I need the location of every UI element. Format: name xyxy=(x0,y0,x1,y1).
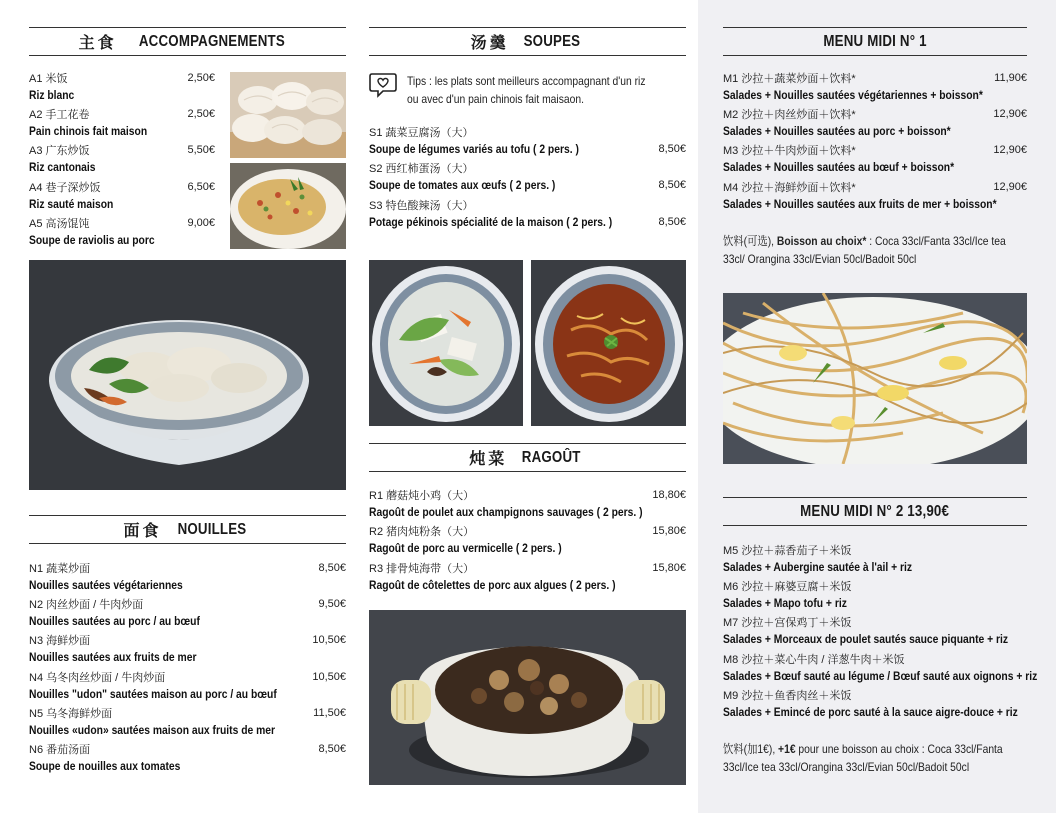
menu1-drink-note xyxy=(723,232,1028,268)
menu-item-m3 xyxy=(723,142,1027,176)
item-name: Riz sauté maison xyxy=(29,197,114,211)
accompagnements-zh-title: 主食 xyxy=(78,33,117,52)
note-bold: Boisson au choix* xyxy=(776,234,867,248)
item-code: N2 肉丝炒面 / 牛肉炒面 xyxy=(29,599,144,611)
item-name: Nouilles «udon» sautées maison aux fruits de mer xyxy=(29,723,276,737)
menu-item-r1 xyxy=(369,487,686,521)
item-name: Salades + Nouilles sautées aux fruits de mer + boisson* xyxy=(723,197,997,211)
tips-box xyxy=(369,72,686,108)
item-price: 8,50€ xyxy=(658,216,686,228)
menu-item-m9 xyxy=(723,687,1027,721)
item-name: Nouilles sautées au porc / au bœuf xyxy=(29,614,200,628)
item-name: Ragoût de poulet aux champignons sauvages ( 2 pers. ) xyxy=(369,505,643,519)
item-name: Nouilles sautées aux fruits de mer xyxy=(29,650,197,664)
ragout-photo xyxy=(369,610,686,785)
menu-item-n3 xyxy=(29,632,346,666)
note-zh-prefix: 饮料(可选), xyxy=(723,234,777,248)
item-code: N4 乌冬肉丝炒面 / 牛肉炒面 xyxy=(29,672,166,684)
heart-speech-bubble-icon xyxy=(369,72,397,98)
item-code: N5 乌冬海鲜炒面 xyxy=(29,708,113,720)
menu-item-s2 xyxy=(369,160,686,194)
item-code: S3 特色酸辣汤（大） xyxy=(369,200,474,212)
hot-sour-soup-photo xyxy=(531,260,686,426)
menu-item-m1 xyxy=(723,70,1027,104)
item-code: M2 沙拉＋肉丝炒面＋饮料* xyxy=(723,109,856,121)
item-code: S1 蔬菜豆腐汤（大） xyxy=(369,127,474,139)
item-code: R1 蘑菇炖小鸡（大） xyxy=(369,490,475,502)
item-price: 8,50€ xyxy=(318,743,346,755)
menu-item-a3 xyxy=(29,142,215,176)
item-code: A3 广东炒饭 xyxy=(29,145,90,157)
note-rest: : Coca 33cl/Fanta 33cl/Ice tea 33cl/ Orangina 33cl/Evian 50cl/Badoit 50cl xyxy=(723,234,1006,266)
item-name: Salades + Aubergine sautée à l'ail + riz xyxy=(723,560,913,574)
menu-item-a5 xyxy=(29,215,215,249)
menu-item-n1 xyxy=(29,560,346,594)
menu-item-m6 xyxy=(723,578,1027,612)
menu2-drink-note xyxy=(723,740,1028,776)
fried-noodles-photo xyxy=(723,293,1027,464)
item-price: 2,50€ xyxy=(187,108,215,120)
fried-rice-photo xyxy=(230,163,346,249)
menu-item-n2 xyxy=(29,596,346,630)
item-name: Soupe de légumes variés au tofu ( 2 pers. ) xyxy=(369,142,579,156)
item-price: 9,00€ xyxy=(187,217,215,229)
item-name: Riz blanc xyxy=(29,88,75,102)
steamed-buns-photo xyxy=(230,72,346,158)
item-price: 8,50€ xyxy=(658,143,686,155)
item-price: 11,50€ xyxy=(313,707,346,719)
item-name: Nouilles "udon" sautées maison au porc / au bœuf xyxy=(29,687,277,701)
menu-item-s1 xyxy=(369,124,686,158)
note-zh-prefix: 饮料(加1€), xyxy=(723,742,779,756)
soupes-title: SOUPES xyxy=(523,32,580,50)
item-name: Salades + Morceaux de poulet sautés sauce piquante + riz xyxy=(723,632,1009,646)
item-name: Soupe de raviolis au porc xyxy=(29,233,155,247)
item-name: Nouilles sautées végétariennes xyxy=(29,578,183,592)
item-price: 12,90€ xyxy=(993,144,1027,156)
ragout-zh-title: 炖菜 xyxy=(469,449,508,468)
item-name: Salades + Nouilles sautées végétariennes + boisson* xyxy=(723,88,983,102)
item-code: A1 米饭 xyxy=(29,73,68,85)
item-code: M8 沙拉＋菜心牛肉 / 洋葱牛肉＋米饭 xyxy=(723,654,905,666)
menu2-header xyxy=(723,497,1027,526)
item-code: A4 巷子深炒饭 xyxy=(29,182,101,194)
note-rest: pour une boisson au choix : Coca 33cl/Fanta 33cl/Ice tea 33cl/Orangina 33cl/Evian 50cl/Badoit 50cl xyxy=(723,742,1003,774)
tips-text: Tips : les plats sont meilleurs accompagnant d'un riz ou avec d'un pain chinois fait maisaon. xyxy=(407,74,646,106)
nouilles-title: NOUILLES xyxy=(177,520,246,538)
item-price: 12,90€ xyxy=(993,108,1027,120)
menu-item-m4 xyxy=(723,179,1027,213)
item-price: 9,50€ xyxy=(318,598,346,610)
item-code: N3 海鲜炒面 xyxy=(29,635,91,647)
menu-item-s3 xyxy=(369,197,686,231)
item-code: A2 手工花卷 xyxy=(29,109,90,121)
menu-item-r3 xyxy=(369,560,686,594)
item-code: A5 高汤馄饨 xyxy=(29,218,90,230)
item-price: 15,80€ xyxy=(652,562,686,574)
menu-item-m5 xyxy=(723,542,1027,576)
item-name: Salades + Bœuf sauté au légume / Bœuf sauté aux oignons + riz xyxy=(723,669,1038,683)
menu1-header xyxy=(723,27,1027,56)
item-name: Potage pékinois spécialité de la maison ( 2 pers. ) xyxy=(369,215,613,229)
accompagnements-title: ACCOMPAGNEMENTS xyxy=(138,32,285,50)
menu-item-a4 xyxy=(29,179,215,213)
item-price: 2,50€ xyxy=(187,72,215,84)
tofu-soup-photo xyxy=(369,260,523,426)
item-name: Pain chinois fait maison xyxy=(29,124,148,138)
item-price: 5,50€ xyxy=(187,144,215,156)
item-name: Salades + Mapo tofu + riz xyxy=(723,596,847,610)
menu-item-n6 xyxy=(29,741,346,775)
menu2-title: MENU MIDI N° 2 13,90€ xyxy=(800,502,950,520)
menu-item-m2 xyxy=(723,106,1027,140)
item-name: Salades + Nouilles sautées au bœuf + boisson* xyxy=(723,160,955,174)
item-code: R3 排骨炖海带（大） xyxy=(369,563,475,575)
item-name: Ragoût de côtelettes de porc aux algues ( 2 pers. ) xyxy=(369,578,616,592)
soupes-header xyxy=(369,27,686,56)
menu-item-n5 xyxy=(29,705,346,739)
item-code: N6 番茄汤面 xyxy=(29,744,91,756)
ragout-title: RAGOÛT xyxy=(522,448,581,466)
nouilles-header xyxy=(29,515,346,544)
menu-item-m7 xyxy=(723,614,1027,648)
accompagnements-header xyxy=(29,27,346,56)
item-price: 15,80€ xyxy=(652,525,686,537)
menu-item-m8 xyxy=(723,651,1038,685)
item-code: M5 沙拉＋蒜香茄子＋米饭 xyxy=(723,545,852,557)
menu-item-a1 xyxy=(29,70,215,104)
item-price: 8,50€ xyxy=(658,179,686,191)
item-code: M7 沙拉＋宫保鸡丁＋米饭 xyxy=(723,617,852,629)
item-code: S2 西红柿蛋汤（大） xyxy=(369,163,474,175)
item-code: M4 沙拉＋海鲜炒面＋饮料* xyxy=(723,182,856,194)
item-price: 10,50€ xyxy=(312,671,346,683)
item-name: Riz cantonais xyxy=(29,160,96,174)
menu1-title: MENU MIDI N° 1 xyxy=(823,32,927,50)
item-code: M1 沙拉＋蔬菜炒面＋饮料* xyxy=(723,73,856,85)
item-code: M6 沙拉＋麻婆豆腐＋米饭 xyxy=(723,581,852,593)
item-name: Salades + Emincé de porc sauté à la sauce aigre-douce + riz xyxy=(723,705,1018,719)
item-price: 11,90€ xyxy=(994,72,1027,84)
menu-item-a2 xyxy=(29,106,215,140)
dumpling-soup-photo xyxy=(29,260,346,490)
item-price: 10,50€ xyxy=(312,634,346,646)
item-code: M3 沙拉＋牛肉炒面＋饮料* xyxy=(723,145,856,157)
soupes-zh-title: 汤羹 xyxy=(470,33,509,52)
menu-item-n4 xyxy=(29,669,346,703)
item-code: R2 猪肉炖粉条（大） xyxy=(369,526,475,538)
item-name: Soupe de nouilles aux tomates xyxy=(29,759,181,773)
item-code: N1 蔬菜炒面 xyxy=(29,563,91,575)
item-code: M9 沙拉＋鱼香肉丝＋米饭 xyxy=(723,690,852,702)
note-bold: +1€ xyxy=(778,742,796,756)
nouilles-zh-title: 面食 xyxy=(123,521,162,540)
ragout-header xyxy=(369,443,686,472)
item-name: Ragoût de porc au vermicelle ( 2 pers. ) xyxy=(369,541,562,555)
item-price: 8,50€ xyxy=(318,562,346,574)
item-price: 18,80€ xyxy=(652,489,686,501)
item-name: Salades + Nouilles sautées au porc + boisson* xyxy=(723,124,951,138)
menu-item-r2 xyxy=(369,523,686,557)
item-name: Soupe de tomates aux œufs ( 2 pers. ) xyxy=(369,178,556,192)
item-price: 12,90€ xyxy=(993,181,1027,193)
item-price: 6,50€ xyxy=(187,181,215,193)
